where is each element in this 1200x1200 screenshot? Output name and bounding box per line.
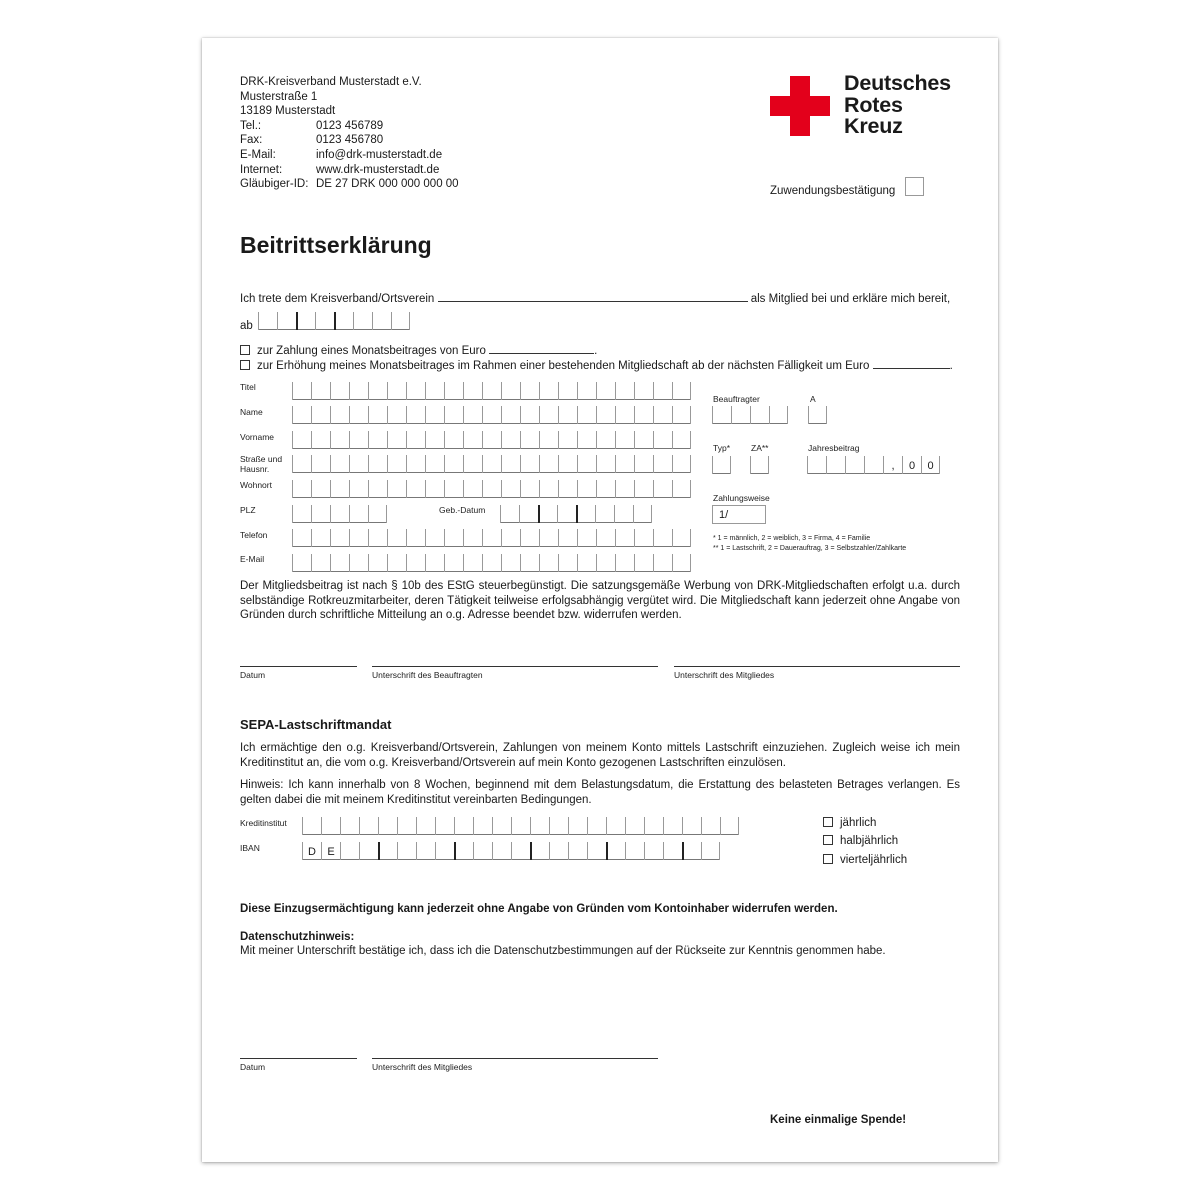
- label-beauftragter: Beauftragter: [713, 394, 760, 404]
- interval-quarterly[interactable]: vierteljährlich: [823, 854, 907, 866]
- signature-mitglied-line[interactable]: [372, 1058, 658, 1059]
- interval-halfyearly[interactable]: halbjährlich: [823, 835, 898, 847]
- datum-line[interactable]: [240, 1058, 357, 1059]
- label-za: ZA**: [751, 443, 769, 453]
- label-geb: Geb.-Datum: [439, 505, 486, 515]
- sender-address: [240, 75, 459, 192]
- checkbox[interactable]: [823, 817, 833, 827]
- label-name: Name: [240, 407, 263, 417]
- sender-city: 13189 Musterstadt: [240, 105, 336, 118]
- input-beauftragter[interactable]: [712, 406, 788, 424]
- privacy-text: Mit meiner Unterschrift bestätige ich, dass ich die Datenschutzbestimmungen auf der Rückseite zur Kenntnis genommen habe.: [240, 945, 886, 957]
- input-strasse[interactable]: [292, 455, 691, 473]
- sender-street: Musterstraße 1: [240, 90, 318, 103]
- amount-line[interactable]: [489, 343, 594, 354]
- input-name[interactable]: [292, 406, 691, 424]
- input-telefon[interactable]: [292, 529, 691, 547]
- datum-line[interactable]: [240, 666, 357, 667]
- input-iban[interactable]: D E: [302, 842, 720, 860]
- contact-row: E-Mail: info@drk-musterstadt.de: [240, 148, 443, 161]
- contact-row: Gläubiger-ID: DE 27 DRK 000 000 000 00: [240, 178, 459, 191]
- label-wohnort: Wohnort: [240, 480, 272, 490]
- label-datum: Datum: [240, 670, 266, 680]
- label-a: A: [810, 394, 816, 404]
- label-vorname: Vorname: [240, 432, 275, 442]
- label-iban: IBAN: [240, 843, 260, 853]
- input-zahlungsweise[interactable]: 1/: [712, 505, 766, 524]
- sepa-text: Ich ermächtige den o.g. Kreisverband/Ortsverein, Zahlungen von meinem Konto mittels Lastschrift einzuziehen. Zugleich weise ich mein Kreditinstitut an, die vom o.g. Kreisverband/Ortsverein auf mein Konto gezogenen Lastschriften einzulösen.: [240, 742, 960, 769]
- red-cross-icon: [770, 76, 830, 136]
- input-za[interactable]: [750, 456, 769, 474]
- input-plz[interactable]: [292, 505, 387, 523]
- option-monthly[interactable]: zur Zahlung eines Monatsbeitrages von Euro .: [240, 343, 597, 357]
- interval-yearly[interactable]: jährlich: [823, 817, 876, 829]
- start-date-cells[interactable]: [258, 312, 410, 330]
- label-strasse: Straße und Hausnr.: [240, 454, 283, 474]
- checkbox[interactable]: [823, 854, 833, 864]
- option-increase[interactable]: zur Erhöhung meines Monatsbeitrages im Rahmen einer bestehenden Mitgliedschaft ab der nächsten Fälligkeit um Euro .: [240, 358, 953, 372]
- label-signature-mitglied: Unterschrift des Mitgliedes: [372, 1062, 473, 1072]
- ortsverein-line[interactable]: [438, 291, 748, 302]
- label-kreditinstitut: Kreditinstitut: [240, 818, 287, 828]
- tax-paragraph: Der Mitgliedsbeitrag ist nach § 10b des EStG steuerbegünstigt. Die satzungsgemäße Werbung von DRK-Mitgliedschaften erfolgt u.a. durch selbständige Rotkreuzmitarbeiter, deren Tätigkeit teilweise erfolgsabhängig vergütet wird. Die Mitgliedschaft kann jederzeit ohne Angabe von Gründen durch schriftliche Mitteilung an o.g. Adresse beendet bzw. widerrufen werden.: [240, 580, 960, 622]
- contact-row: Tel.: 0123 456789: [240, 119, 384, 132]
- checkbox[interactable]: [240, 360, 250, 370]
- label-plz: PLZ: [240, 505, 256, 515]
- privacy-heading: Datenschutzhinweis:: [240, 931, 355, 943]
- label-jahresbeitrag: Jahresbeitrag: [808, 443, 860, 453]
- signature-mitglied-line[interactable]: [674, 666, 960, 667]
- contact-row: Internet: www.drk-musterstadt.de: [240, 163, 440, 176]
- input-typ[interactable]: [712, 456, 731, 474]
- footnote-typ: * 1 = männlich, 2 = weiblich, 3 = Firma, 4 = Familie: [713, 535, 871, 542]
- intro-line: Ich trete dem Kreisverband/Ortsverein als Mitglied bei und erkläre mich bereit,: [240, 293, 951, 305]
- sender-name: DRK-Kreisverband Musterstadt e.V.: [240, 76, 422, 88]
- checkbox[interactable]: [240, 345, 250, 355]
- label-datum: Datum: [240, 1062, 266, 1072]
- contact-row: Fax: 0123 456780: [240, 134, 384, 147]
- label-titel: Titel: [240, 382, 256, 392]
- sepa-hinweis: Hinweis: Ich kann innerhalb von 8 Wochen, beginnend mit dem Belastungsdatum, die Erstattung des belasteten Betrages verlangen. Es gelten dabei die mit meinem Kreditinstitut vereinbarten Bedingungen.: [240, 779, 960, 806]
- ab-label: ab: [240, 320, 253, 332]
- input-kreditinstitut[interactable]: [302, 817, 739, 835]
- label-signature-beauftragter: Unterschrift des Beauftragten: [372, 670, 483, 680]
- label-typ: Typ*: [713, 443, 731, 453]
- zuwendung-label: Zuwendungsbestätigung: [770, 185, 896, 197]
- footnote-za: ** 1 = Lastschrift, 2 = Dauerauftrag, 3 = Selbstzahler/Zahlkarte: [713, 545, 907, 552]
- amount-line[interactable]: [873, 358, 950, 369]
- signature-beauftragter-line[interactable]: [372, 666, 658, 667]
- input-wohnort[interactable]: [292, 480, 691, 498]
- label-signature-mitglied: Unterschrift des Mitgliedes: [674, 670, 775, 680]
- checkbox[interactable]: [823, 835, 833, 845]
- label-zahlungsweise: Zahlungsweise: [713, 493, 770, 503]
- label-email: E-Mail: [240, 554, 265, 564]
- label-telefon: Telefon: [240, 530, 268, 540]
- page-title: Beitrittserklärung: [240, 232, 432, 258]
- sepa-heading: SEPA-Lastschriftmandat: [240, 717, 392, 732]
- zuwendung-checkbox[interactable]: [905, 177, 924, 196]
- input-geb[interactable]: [500, 505, 652, 523]
- input-a[interactable]: [808, 406, 827, 424]
- input-jahresbeitrag[interactable]: , 0 0: [807, 456, 940, 474]
- logo-text: Deutsches Rotes Kreuz: [844, 71, 951, 138]
- revocation-note: Diese Einzugsermächtigung kann jederzeit ohne Angabe von Gründen vom Kontoinhaber widerrufen werden.: [240, 903, 838, 915]
- input-titel[interactable]: [292, 382, 691, 400]
- input-email[interactable]: [292, 554, 691, 572]
- input-vorname[interactable]: [292, 431, 691, 449]
- footer-note: Keine einmalige Spende!: [770, 1114, 907, 1126]
